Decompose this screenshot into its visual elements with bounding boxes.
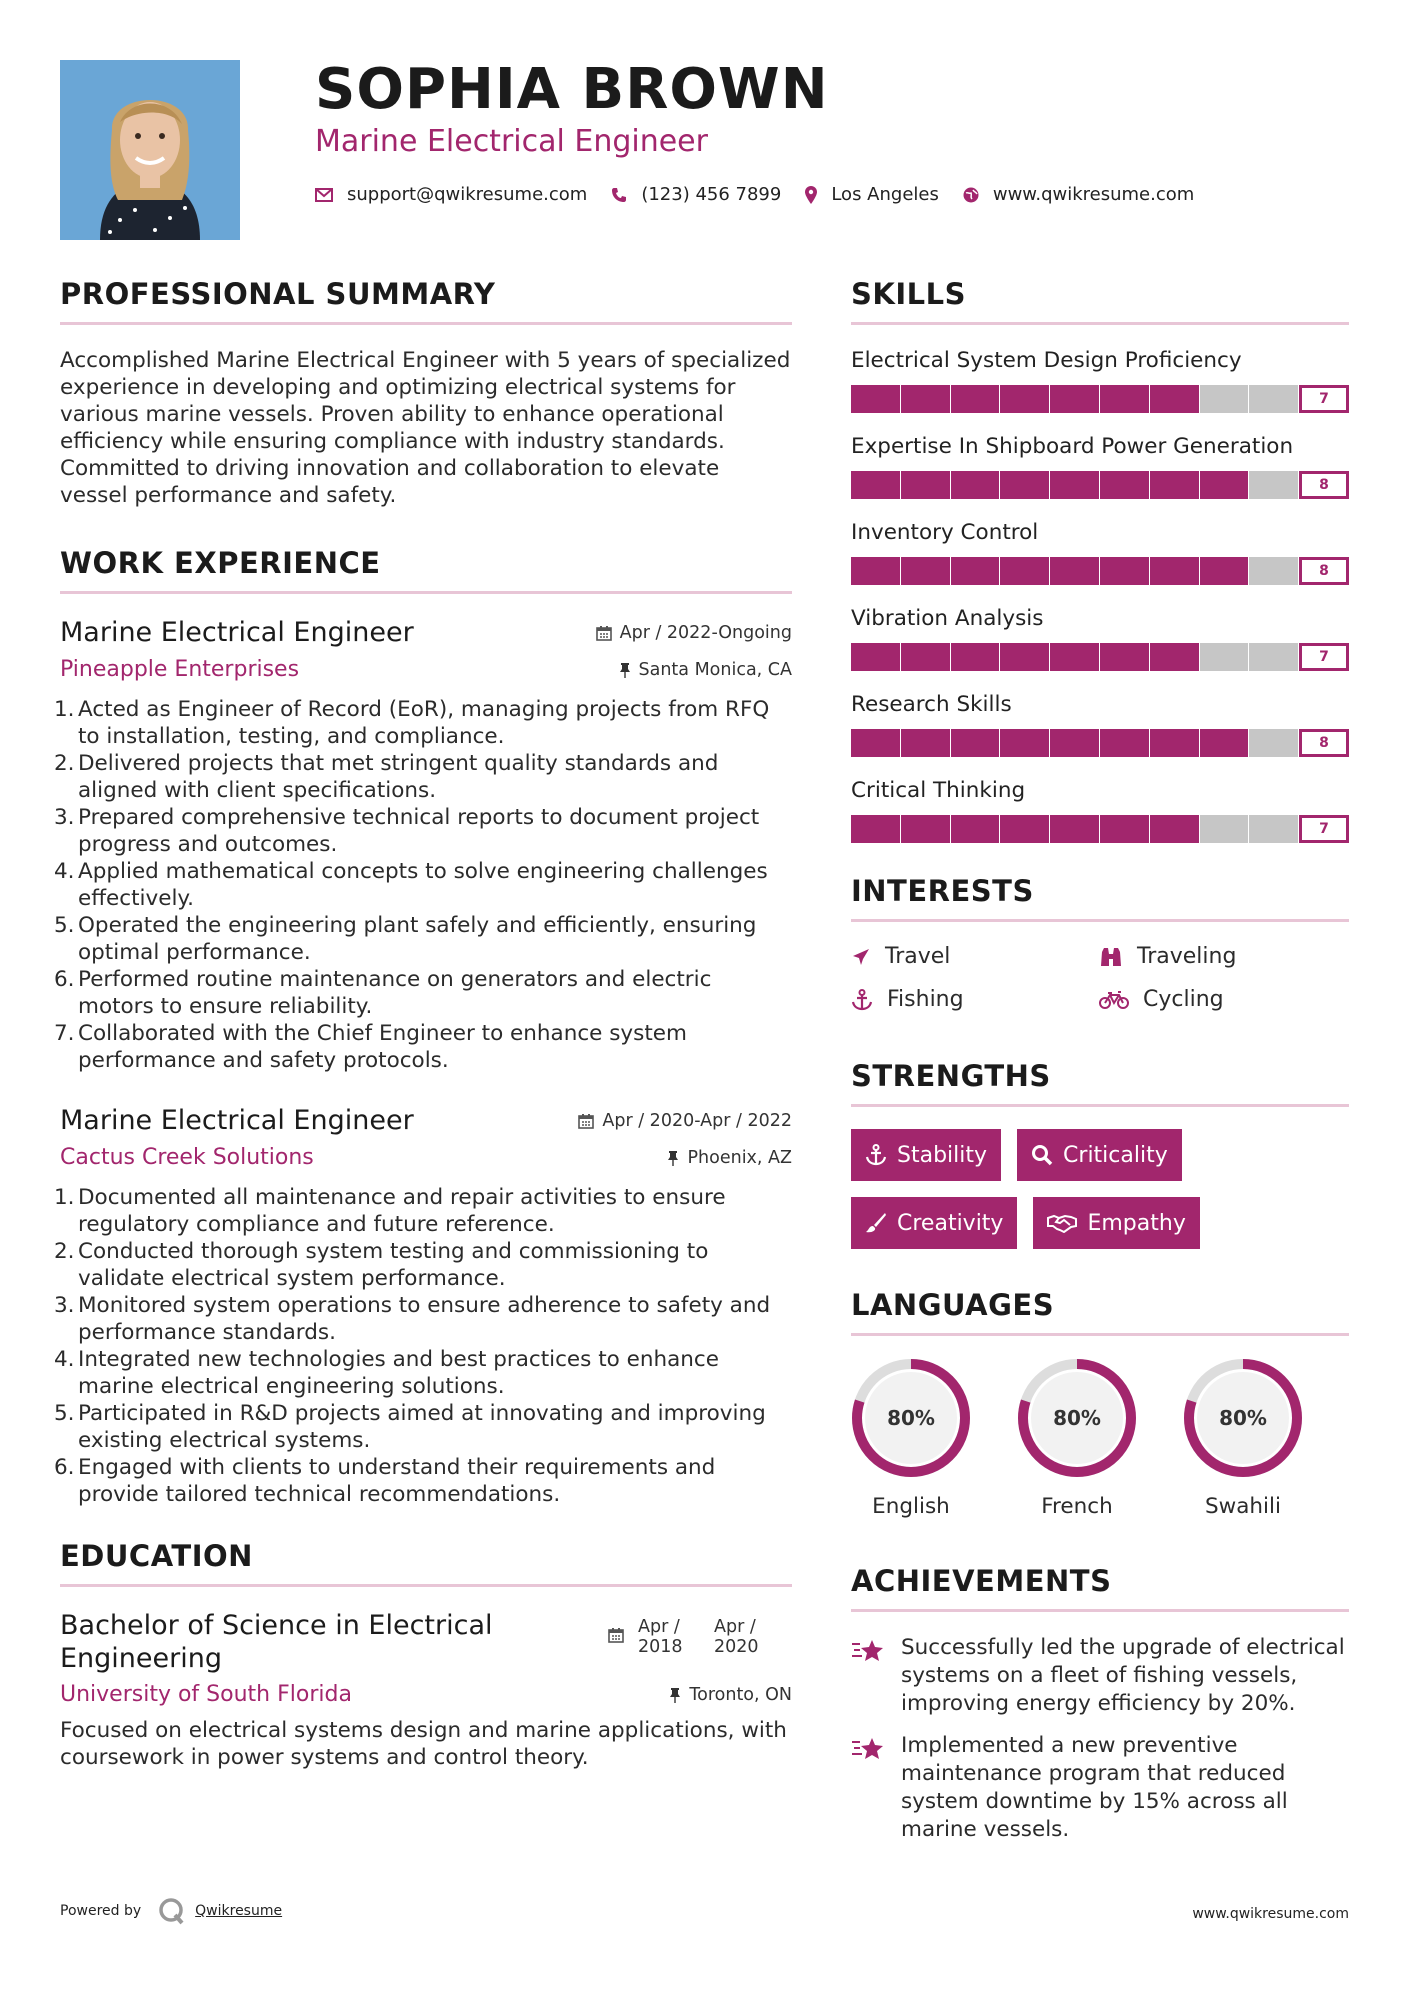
pushpin-icon <box>667 1150 679 1166</box>
language-progress-ring <box>851 1358 971 1478</box>
skill-bar-segment <box>1249 815 1299 843</box>
calendar-icon <box>608 1627 624 1643</box>
skill-name: Vibration Analysis <box>851 606 1044 631</box>
contact-website[interactable] <box>963 184 1194 205</box>
skill-bar-segment <box>1200 729 1250 757</box>
skill-bar-segment <box>951 385 1001 413</box>
qwikresume-link[interactable]: Qwikresume <box>195 1903 283 1919</box>
skill-bar-segment <box>1150 557 1200 585</box>
skill-bar-segment <box>1200 815 1250 843</box>
contact-bar <box>315 184 1375 205</box>
section-divider <box>851 1609 1349 1612</box>
skill-item <box>851 519 1349 585</box>
skill-bar-segment <box>851 815 901 843</box>
skill-bar-segment <box>1050 471 1100 499</box>
skill-bar-segment <box>851 471 901 499</box>
strength-tag: Creativity <box>851 1197 1017 1249</box>
paint-brush-icon <box>865 1212 887 1234</box>
skill-level-bar <box>851 557 1349 585</box>
section-divider <box>851 322 1349 325</box>
skill-bar-segment <box>1100 557 1150 585</box>
strength-tag: Stability <box>851 1129 1001 1181</box>
skill-bar-segment <box>1150 471 1200 499</box>
job-entry <box>54 1104 792 1508</box>
language-percent-label: 80% <box>1219 1406 1267 1430</box>
calendar-icon <box>596 625 612 641</box>
job-location-text: Phoenix, AZ <box>687 1148 792 1168</box>
job-location <box>667 1148 792 1168</box>
section-divider <box>60 322 792 325</box>
skill-level-bar <box>851 385 1349 413</box>
skill-bar-segment <box>1249 643 1299 671</box>
skill-level-bar <box>851 471 1349 499</box>
skill-bar-segment <box>901 729 951 757</box>
skill-level-bar <box>851 815 1349 843</box>
education-description: Focused on electrical systems design and marine applications, with coursework in power systems and control theory. <box>60 1718 787 1770</box>
search-icon <box>1031 1144 1053 1166</box>
skill-bar-segment <box>1150 385 1200 413</box>
skill-name: Expertise In Shipboard Power Generation <box>851 434 1294 459</box>
skill-bar-segment <box>1150 643 1200 671</box>
skills-section <box>851 276 1349 843</box>
language-progress-ring <box>1017 1358 1137 1478</box>
job-bullets <box>54 696 792 1074</box>
skill-bar-segment <box>1050 815 1100 843</box>
skill-bar-segment <box>1000 471 1050 499</box>
section-title-achievements: ACHIEVEMENTS <box>851 1564 1112 1598</box>
section-title-education: EDUCATION <box>60 1539 253 1573</box>
skill-bar-segment <box>1000 385 1050 413</box>
job-location-text: Santa Monica, CA <box>638 660 792 680</box>
interest-traveling: Traveling <box>1099 944 1347 969</box>
section-divider <box>851 1333 1349 1336</box>
qwikresume-logo-icon <box>157 1896 187 1926</box>
skill-bar-segment <box>1200 643 1250 671</box>
section-divider <box>851 1104 1349 1107</box>
section-divider <box>851 919 1349 922</box>
achievement-item: Implemented a new preventive maintenance program that reduced system downtime by 15% across all marine vessels. <box>851 1732 1349 1844</box>
globe-icon <box>963 187 979 203</box>
skill-bar-segment <box>951 729 1001 757</box>
right-column <box>851 276 1349 1858</box>
skill-bar-segment <box>851 643 901 671</box>
education-start: Apr / 2018 <box>638 1617 683 1657</box>
skill-bar-segment <box>901 643 951 671</box>
skill-bar-segment <box>1050 729 1100 757</box>
skill-bar-segment <box>951 815 1001 843</box>
map-marker-icon <box>805 186 817 204</box>
skill-bar-segment <box>851 557 901 585</box>
shooting-star-icon <box>851 1638 885 1664</box>
skill-item <box>851 605 1349 671</box>
resume-header <box>315 58 1375 205</box>
skill-level-bar <box>851 643 1349 671</box>
skill-level-badge: 7 <box>1299 385 1349 413</box>
section-title-summary: PROFESSIONAL SUMMARY <box>60 277 496 311</box>
skill-level-badge: 7 <box>1299 815 1349 843</box>
skill-bar-segment <box>1050 643 1100 671</box>
list-item: 2. Conducted thorough system testing and commissioning to validate electrical system performance. <box>54 1239 709 1291</box>
summary-text: Accomplished Marine Electrical Engineer with 5 years of specialized experience in developing and optimizing electrical systems for various marine vessels. Proven ability to enhance operational efficiency while ensuring compliance with industry standards. Committed to driving innovation and collaboration to elevate vessel performance and safety. <box>60 348 791 508</box>
education-end: Apr / 2020 <box>714 1617 759 1657</box>
candidate-name: SOPHIA BROWN <box>315 57 829 122</box>
company-name: Pineapple Enterprises <box>60 657 300 682</box>
skill-bar-segment <box>1200 385 1250 413</box>
skill-bar-segment <box>1100 643 1150 671</box>
section-title-experience: WORK EXPERIENCE <box>60 546 381 580</box>
language-name: French <box>1041 1494 1113 1519</box>
job-title: Marine Electrical Engineer <box>60 617 414 648</box>
skill-bar-segment <box>851 385 901 413</box>
anchor-icon <box>865 1144 887 1166</box>
bicycle-icon <box>1099 991 1129 1009</box>
pushpin-icon <box>619 662 631 678</box>
skill-item <box>851 433 1349 499</box>
footer-website[interactable]: www.qwikresume.com <box>1192 1906 1349 1922</box>
skill-item <box>851 347 1349 413</box>
skill-bar-segment <box>951 471 1001 499</box>
envelope-icon <box>315 188 333 202</box>
skill-level-badge: 8 <box>1299 729 1349 757</box>
interest-travel: Travel <box>851 944 1099 969</box>
shooting-star-icon <box>851 1736 885 1762</box>
strength-tag: Empathy <box>1033 1197 1199 1249</box>
experience-section <box>54 545 792 1508</box>
job-dates-text: Apr / 2020-Apr / 2022 <box>602 1111 792 1131</box>
summary-section <box>60 276 792 509</box>
strength-tag: Criticality <box>1017 1129 1182 1181</box>
section-title-interests: INTERESTS <box>851 874 1034 908</box>
skill-level-badge: 7 <box>1299 643 1349 671</box>
list-item: 1. Acted as Engineer of Record (EoR), managing projects from RFQ to installation, testing, and compliance. <box>54 697 770 749</box>
job-dates-text: Apr / 2022-Ongoing <box>619 623 792 643</box>
skill-bar-segment <box>1100 815 1150 843</box>
skill-level-badge: 8 <box>1299 557 1349 585</box>
list-item: 6. Engaged with clients to understand their requirements and provide tailored technical recommendations. <box>54 1455 716 1507</box>
skill-bar-segment <box>1200 557 1250 585</box>
job-dates <box>578 1111 792 1131</box>
skill-bar-segment <box>901 385 951 413</box>
skill-bar-segment <box>901 557 951 585</box>
skill-bar-segment <box>1100 471 1150 499</box>
anchor-icon <box>851 989 873 1011</box>
skill-bar-segment <box>1249 729 1299 757</box>
skill-bar-segment <box>1249 557 1299 585</box>
powered-by-text: Powered by <box>60 1903 142 1919</box>
skill-bar-segment <box>1100 385 1150 413</box>
skill-bar-segment <box>1150 815 1200 843</box>
language-name: English <box>872 1494 950 1519</box>
list-item: 3. Prepared comprehensive technical reports to document project progress and outcomes. <box>54 805 760 857</box>
job-dates <box>596 623 792 643</box>
pushpin-icon <box>669 1687 681 1703</box>
location-text: Los Angeles <box>831 184 939 205</box>
skill-bar-segment <box>851 729 901 757</box>
skill-name: Research Skills <box>851 692 1012 717</box>
job-location <box>619 660 793 680</box>
job-entry <box>54 616 792 1074</box>
section-divider <box>60 1584 792 1587</box>
school-name: University of South Florida <box>60 1682 352 1707</box>
profile-photo <box>60 60 240 240</box>
email-text: support@qwikresume.com <box>347 184 588 205</box>
skill-bar-segment <box>1100 729 1150 757</box>
skill-bar-segment <box>1249 471 1299 499</box>
section-divider <box>60 591 792 594</box>
list-item: 2. Delivered projects that met stringent quality standards and aligned with client specifications. <box>54 751 719 803</box>
list-item: 5. Participated in R&D projects aimed at innovating and improving existing electrical systems. <box>54 1401 766 1453</box>
skill-bar-segment <box>1050 385 1100 413</box>
contact-location <box>805 184 939 205</box>
left-column <box>54 276 792 1771</box>
contact-phone[interactable] <box>611 184 781 205</box>
skill-item <box>851 777 1349 843</box>
phone-text: (123) 456 7899 <box>641 184 782 205</box>
language-item <box>1017 1358 1137 1519</box>
skill-bar-segment <box>901 815 951 843</box>
job-title: Marine Electrical Engineer <box>60 1105 414 1136</box>
footer-powered-by <box>60 1896 282 1926</box>
list-item: 4. Applied mathematical concepts to solve engineering challenges effectively. <box>54 859 768 911</box>
skill-name: Inventory Control <box>851 520 1039 545</box>
skill-bar-segment <box>1200 471 1250 499</box>
interest-fishing: Fishing <box>851 987 1099 1012</box>
language-item <box>1183 1358 1303 1519</box>
skill-bar-segment <box>1249 385 1299 413</box>
section-title-strengths: STRENGTHS <box>851 1059 1051 1093</box>
website-text: www.qwikresume.com <box>992 184 1195 205</box>
degree-title: Bachelor of Science in Electrical Engineering <box>60 1610 493 1674</box>
skill-bar-segment <box>951 557 1001 585</box>
school-location-text: Toronto, ON <box>689 1685 792 1705</box>
skill-level-bar <box>851 729 1349 757</box>
skill-bar-segment <box>951 643 1001 671</box>
education-section <box>60 1538 792 1771</box>
achievements-section <box>851 1563 1349 1844</box>
list-item: 5. Operated the engineering plant safely and efficiently, ensuring optimal performance. <box>54 913 757 965</box>
skill-level-badge: 8 <box>1299 471 1349 499</box>
list-item: 7. Collaborated with the Chief Engineer to enhance system performance and safety protocols. <box>54 1021 687 1073</box>
language-progress-ring <box>1183 1358 1303 1478</box>
contact-email[interactable] <box>315 184 587 205</box>
skill-bar-segment <box>1150 729 1200 757</box>
school-location <box>669 1685 792 1705</box>
list-item: 6. Performed routine maintenance on generators and electric motors to ensure reliability. <box>54 967 712 1019</box>
language-item <box>851 1358 971 1519</box>
interest-cycling: Cycling <box>1099 987 1347 1012</box>
education-dates <box>608 1617 762 1675</box>
section-title-languages: LANGUAGES <box>851 1288 1055 1322</box>
plane-icon <box>851 947 871 967</box>
handshake-icon <box>1047 1213 1077 1233</box>
skill-bar-segment <box>1000 643 1050 671</box>
skill-name: Critical Thinking <box>851 778 1026 803</box>
languages-section <box>851 1287 1349 1519</box>
list-item: 4. Integrated new technologies and best practices to enhance marine electrical engineering solutions. <box>54 1347 719 1399</box>
phone-icon <box>611 187 627 203</box>
language-percent-label: 80% <box>1053 1406 1101 1430</box>
skill-bar-segment <box>1000 557 1050 585</box>
skill-bar-segment <box>901 471 951 499</box>
job-bullets <box>54 1184 792 1508</box>
skill-item <box>851 691 1349 757</box>
strengths-section <box>851 1058 1349 1249</box>
company-name: Cactus Creek Solutions <box>60 1145 314 1170</box>
skill-bar-segment <box>1000 729 1050 757</box>
language-percent-label: 80% <box>887 1406 935 1430</box>
list-item: 1. Documented all maintenance and repair activities to ensure regulatory compliance and future reference. <box>54 1185 726 1237</box>
binoculars-icon <box>1099 946 1123 968</box>
section-title-skills: SKILLS <box>851 277 966 311</box>
candidate-role: Marine Electrical Engineer <box>315 124 708 159</box>
skill-bar-segment <box>1050 557 1100 585</box>
calendar-icon <box>578 1113 594 1129</box>
achievement-item: Successfully led the upgrade of electrical systems on a fleet of fishing vessels, improving energy efficiency by 20%. <box>851 1634 1349 1718</box>
skill-bar-segment <box>1000 815 1050 843</box>
list-item: 3. Monitored system operations to ensure adherence to safety and performance standards. <box>54 1293 771 1345</box>
skill-name: Electrical System Design Proficiency <box>851 348 1242 373</box>
interests-section <box>851 873 1349 1012</box>
language-name: Swahili <box>1205 1494 1281 1519</box>
